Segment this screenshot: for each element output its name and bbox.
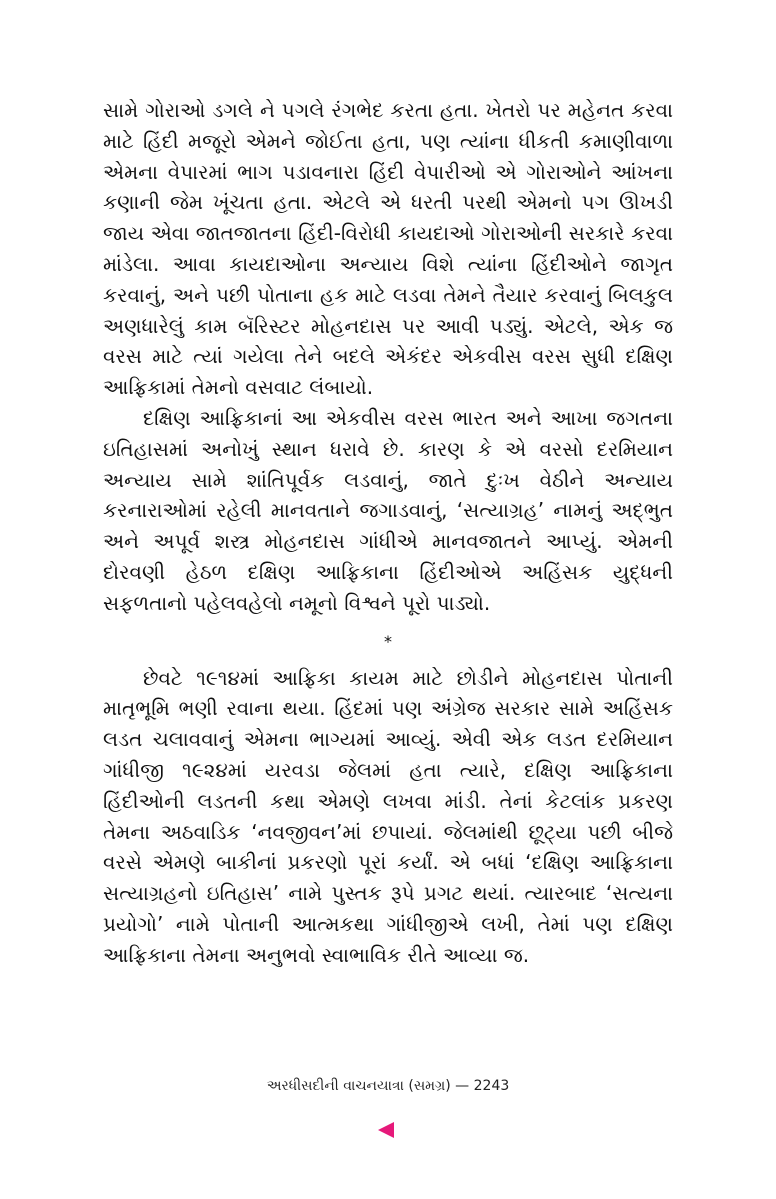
paragraph-1: સામે ગોરાઓ ડગલે ને પગલે રંગભેદ કરતા હતા. ખેતરો પર મહેનત કરવા માટે હિંદી મજૂરો એમને જોઈતા હતા, પણ ત્યાંના ધીકતી કમાણીવાળા એમના વેપારમાં ભાગ પડાવનારા હિંદી વેપારીઓ એ ગોરાઓને આંખના કણાની જેમ ખૂંચતા હતા. એટલે એ ધરતી પરથી એમનો પગ ઊખડી જાય એવા જાતજાતના હિંદી-વિરોધી કાયદાઓ ગોરાઓની સરકારે કરવા માંડેલા. આવા કાયદાઓના અન્યાય વિશે ત્યાંના હિંદીઓને જાગૃત કરવાનું, અને પછી પોતાના હક માટે લડવા તેમને તૈયાર કરવાનું બિલકુલ અણધારેલું કામ બૅરિસ્ટર મોહનદાસ પર આવી પડ્યું. એટલે, એક જ વરસ માટે ત્યાં ગયેલા તેને બદલે એકંદર એકવીસ વરસ સુધી દક્ષિણ આફ્રિકામાં તેમનો વસવાટ લંબાયો.: [103, 98, 673, 400]
previous-page-icon[interactable]: [378, 1122, 394, 1138]
page-body: [103, 95, 673, 971]
paragraph-3: છેવટે ૧૯૧૪માં આફ્રિકા કાયમ માટે છોડીને મોહનદાસ પોતાની માતૃભૂમિ ભણી રવાના થયા. હિંદમાં પણ અંગ્રેજ સરકાર સામે અહિંસક લડત ચલાવવાનું એમના ભાગ્યમાં આવ્યું. એવી એક લડત દરમિયાન ગાંધીજી ૧૯૨૪માં યરવડા જેલમાં હતા ત્યારે, દક્ષિણ આફ્રિકાના હિંદીઓની લડતની કથા એમણે લખવા માંડી. તેનાં કેટલાંક પ્રકરણ તેમના અઠવાડિક ‘નવજીવન’માં છપાયાં. જેલમાંથી છૂટ્યા પછી બીજે વરસે એમણે બાકીનાં પ્રકરણો પૂરાં કર્યાં. એ બધાં ‘દક્ષિણ આફ્રિકાના સત્યાગ્રહનો ઇતિહાસ’ નામે પુસ્તક રૂપે પ્રગટ થયાં. ત્યારબાદ ‘સત્યના પ્રયોગો’ નામે પોતાની આત્મકથા ગાંધીજીએ લખી, તેમાં પણ દક્ષિણ આફ્રિકાના તેમના અનુભવો સ્વાભાવિક રીતે આવ્યા જ.: [103, 665, 673, 967]
page-footer: અરધીસદીની વાચનયાત્રા (સમગ્ર) — 2243: [266, 1078, 510, 1094]
section-separator: *: [384, 631, 392, 651]
paragraph-2: દક્ષિણ આફ્રિકાનાં આ એકવીસ વરસ ભારત અને આખા જગતના ઇતિહાસમાં અનોખું સ્થાન ધરાવે છે. કારણ કે એ વરસો દરમિયાન અન્યાય સામે શાંતિપૂર્વક લડવાનું, જાતે દુઃખ વેઠીને અન્યાય કરનારાઓમાં રહેલી માનવતાને જગાડવાનું, ‘સત્યાગ્રહ’ નામનું અદ્ભુત અને અપૂર્વ શસ્ત્ર મોહનદાસ ગાંધીએ માનવજાતને આપ્યું. એમની દોરવણી હેઠળ દક્ષિણ આફ્રિકાના હિંદીઓએ અહિંસક યુદ્ધની સફળતાનો પહેલવહેલો નમૂનો વિશ્વને પૂરો પાડ્યો.: [103, 405, 673, 615]
